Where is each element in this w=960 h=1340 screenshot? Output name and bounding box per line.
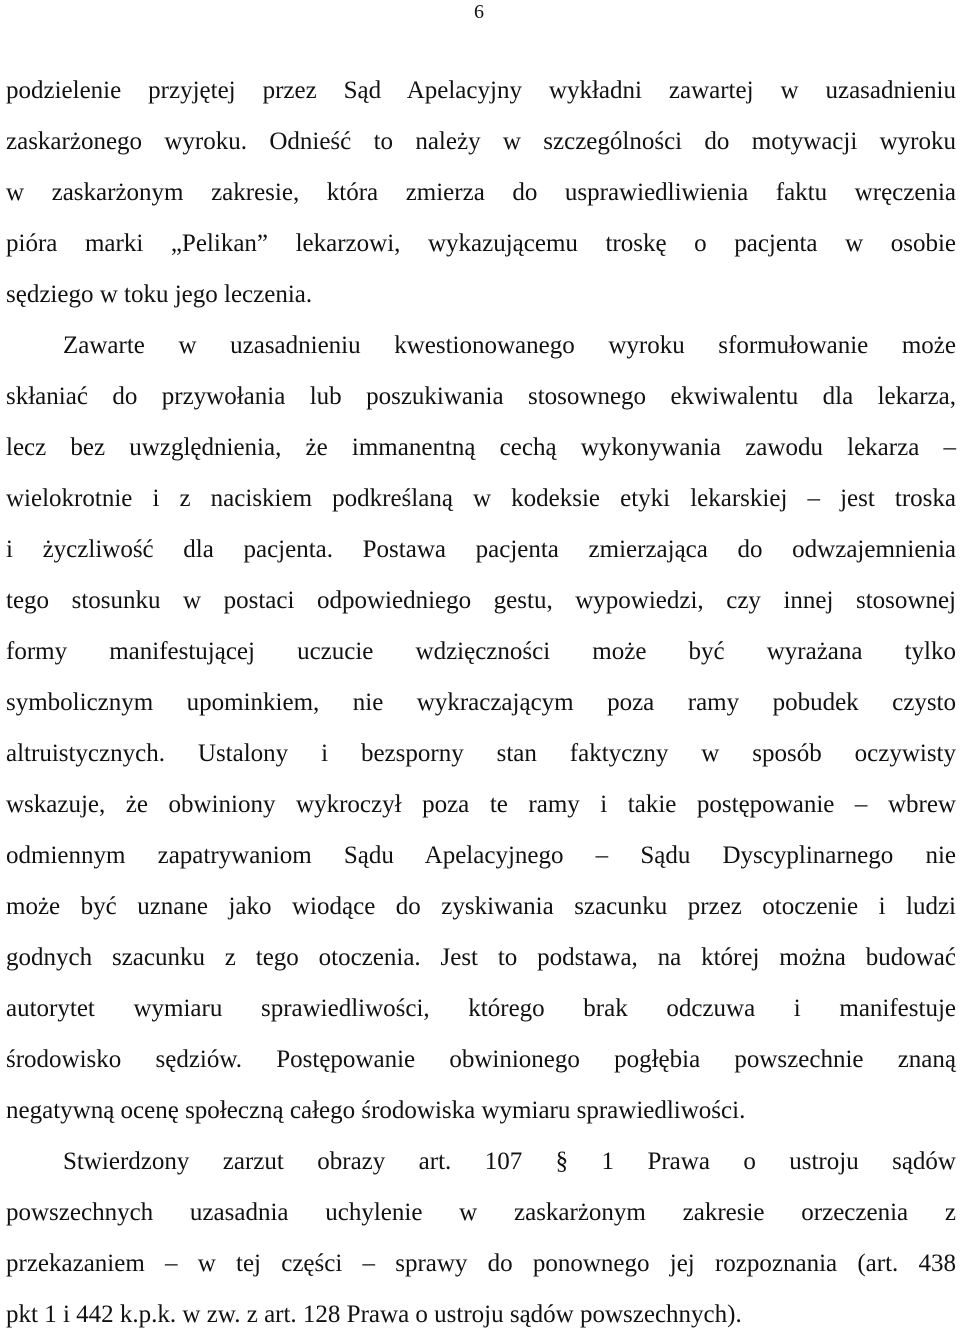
text-line: i życzliwość dla pacjenta. Postawa pacjenta zmierzająca do odwzajemnienia [6, 536, 956, 563]
text-line: wielokrotnie i z naciskiem podkreślaną w kodeksie etyki lekarskiej – jest troska [6, 485, 956, 512]
text-line: pkt 1 i 442 k.p.k. w zw. z art. 128 Prawa o ustroju sądów powszechnych). [6, 1301, 742, 1328]
text-line: negatywną ocenę społeczną całego środowiska wymiaru sprawiedliwości. [6, 1097, 746, 1124]
text-line: godnych szacunku z tego otoczenia. Jest to podstawa, na której można budować [6, 944, 956, 971]
text-line: formy manifestującej uczucie wdzięczności może być wyrażana tylko [6, 638, 956, 665]
text-line: zaskarżonego wyroku. Odnieść to należy w szczególności do motywacji wyroku [6, 128, 956, 155]
text-line: lecz bez uwzględnienia, że immanentną cechą wykonywania zawodu lekarza – [6, 434, 956, 461]
text-line: autorytet wymiaru sprawiedliwości, którego brak odczuwa i manifestuje [6, 995, 956, 1022]
text-line: środowisko sędziów. Postępowanie obwinionego pogłębia powszechnie znaną [6, 1046, 956, 1073]
text-line: pióra marki „Pelikan” lekarzowi, wykazującemu troskę o pacjenta w osobie [6, 230, 956, 257]
text-line: wskazuje, że obwiniony wykroczył poza te ramy i takie postępowanie – wbrew [6, 791, 956, 818]
text-line: może być uznane jako wiodące do zyskiwania szacunku przez otoczenie i ludzi [6, 893, 956, 920]
text-line: powszechnych uzasadnia uchylenie w zaskarżonym zakresie orzeczenia z [6, 1199, 956, 1226]
text-line: podzielenie przyjętej przez Sąd Apelacyjny wykładni zawartej w uzasadnieniu [6, 77, 956, 104]
text-line: skłaniać do przywołania lub poszukiwania stosownego ekwiwalentu dla lekarza, [6, 383, 956, 410]
document-body [6, 65, 956, 1340]
text-line: Zawarte w uzasadnieniu kwestionowanego wyroku sformułowanie może [63, 332, 956, 359]
text-line: sędziego w toku jego leczenia. [6, 281, 313, 308]
text-line: symbolicznym upominkiem, nie wykraczającym poza ramy pobudek czysto [6, 689, 956, 716]
text-line: tego stosunku w postaci odpowiedniego gestu, wypowiedzi, czy innej stosownej [6, 587, 956, 614]
text-line: przekazaniem – w tej części – sprawy do ponownego jej rozpoznania (art. 438 [6, 1250, 956, 1277]
page-number: 6 [474, 1, 484, 23]
text-line: w zaskarżonym zakresie, która zmierza do usprawiedliwienia faktu wręczenia [6, 179, 956, 206]
text-line: altruistycznych. Ustalony i bezsporny stan faktyczny w sposób oczywisty [6, 740, 956, 767]
text-line: odmiennym zapatrywaniom Sądu Apelacyjnego – Sądu Dyscyplinarnego nie [6, 842, 956, 869]
text-line: Stwierdzony zarzut obrazy art. 107 § 1 Prawa o ustroju sądów [63, 1148, 956, 1175]
